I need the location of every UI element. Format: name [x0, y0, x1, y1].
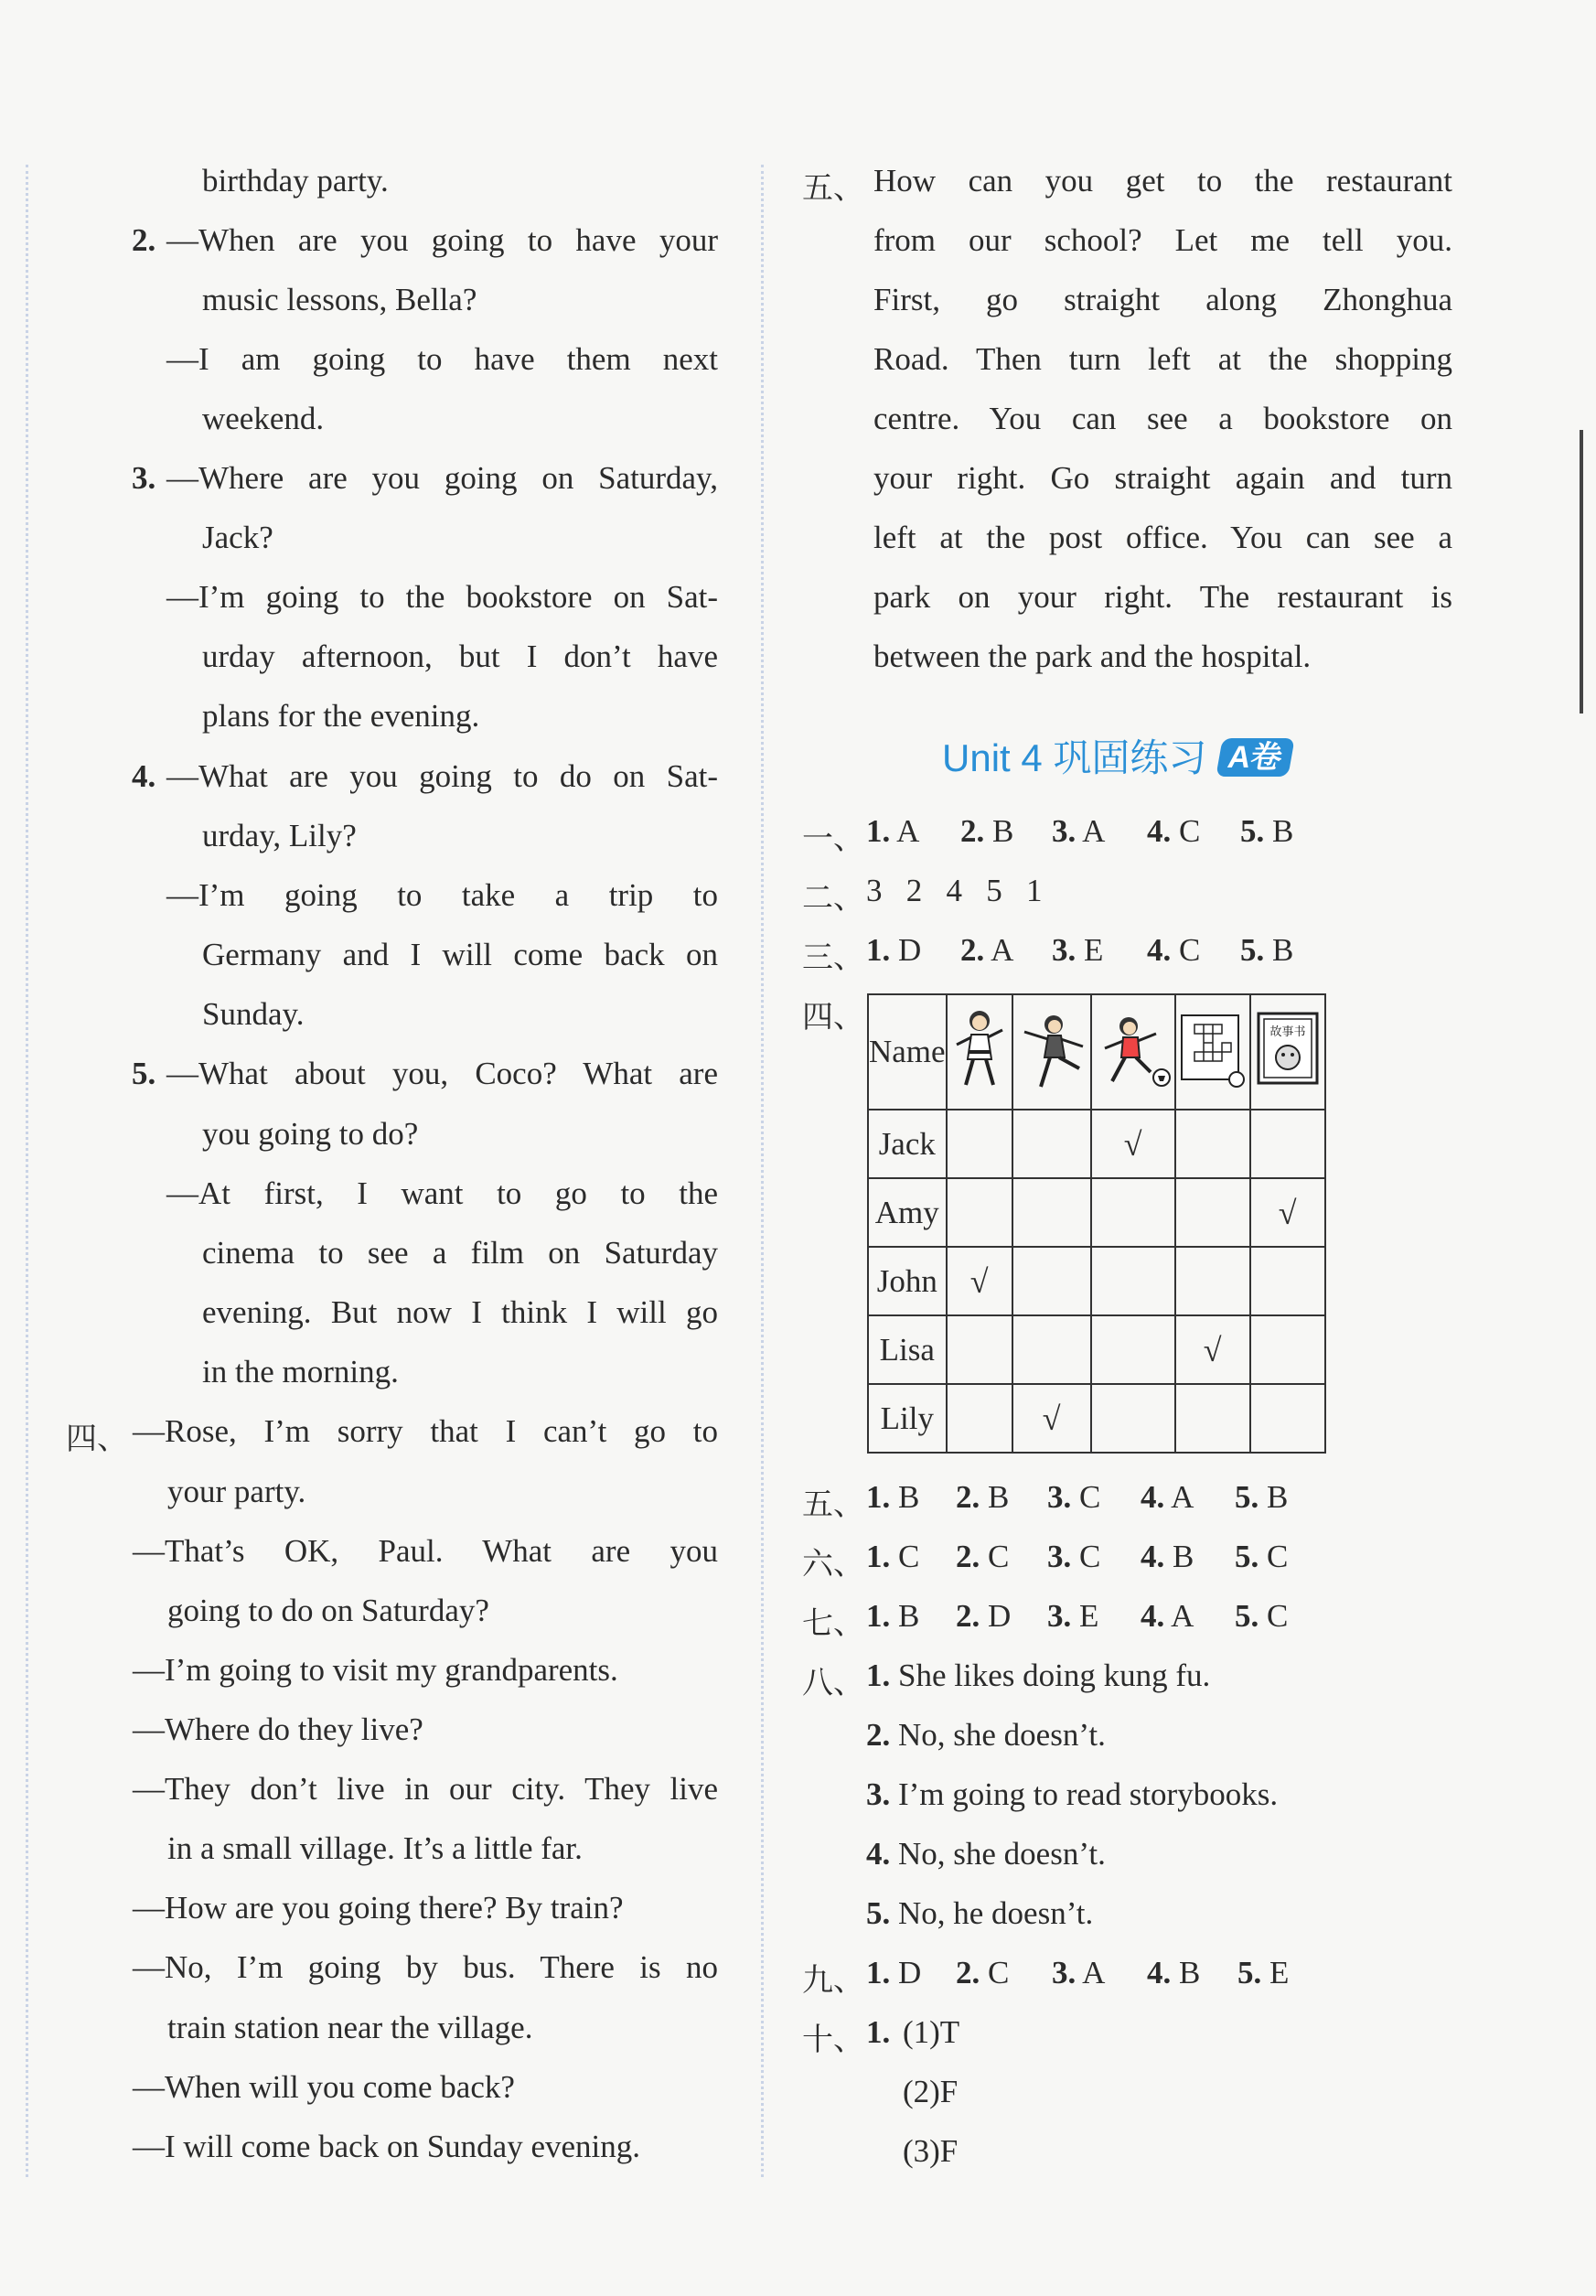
ans-6-item-2: 2. C — [956, 1539, 1010, 1574]
left-margin-dots — [26, 165, 28, 2177]
ans-8-2: 2. No, she doesn’t. — [866, 1717, 1106, 1753]
s4-line-10: —No, I’m going by bus. There is no — [133, 1949, 718, 1985]
storybook-icon — [1250, 994, 1325, 1110]
football-icon — [1091, 994, 1175, 1110]
ans-3-item-5: 5. B — [1240, 932, 1294, 968]
ans-6-label: 六、 — [802, 1546, 864, 1583]
table-row — [868, 1247, 1325, 1315]
s5-line-6: your right. Go straight again and turn — [873, 460, 1452, 496]
ans-1-item-5: 5. B — [1240, 813, 1294, 849]
ans-8-3: 3. I’m going to read storybooks. — [866, 1776, 1279, 1812]
s4-line-1: —Rose, I’m sorry that I can’t go to — [133, 1413, 718, 1449]
ans-10-1-1: (1)T — [903, 2014, 960, 2050]
a-paper-badge: A卷 — [1216, 738, 1295, 777]
ans-7-label: 七、 — [802, 1605, 864, 1642]
tick-mark: √ — [1091, 1110, 1175, 1178]
q2-number: 2. — [132, 222, 156, 258]
ans-9-label: 九、 — [802, 1962, 864, 1999]
s5-line-8: park on your right. The restaurant is — [873, 579, 1452, 615]
ans-5-item-3: 3. C — [1047, 1479, 1101, 1515]
table-row — [868, 1315, 1325, 1384]
table-row — [868, 1178, 1325, 1247]
ans-1-item-4: 4. C — [1147, 813, 1201, 849]
row-name-john: John — [868, 1247, 947, 1315]
q2-line-2: music lessons, Bella? — [202, 282, 477, 317]
q5-line-3: —At first, I want to go to the — [166, 1175, 718, 1211]
q2-line-4: weekend. — [202, 401, 325, 436]
s4-line-2: your party. — [167, 1474, 306, 1509]
s4-line-8: in a small village. It’s a little far. — [167, 1830, 583, 1866]
row-name-lily: Lily — [868, 1384, 947, 1453]
s5-line-5: centre. You can see a bookstore on — [873, 401, 1452, 436]
storybook-label: 故事书 — [1269, 1025, 1306, 1039]
q5-line-5: evening. But now I think I will go — [202, 1294, 718, 1330]
q4-line-3: —I’m going to take a trip to — [166, 877, 718, 913]
q4-line-4: Germany and I will come back on — [202, 937, 718, 972]
ans-9-item-3: 3. A — [1052, 1955, 1106, 1990]
ans-7-item-2: 2. D — [956, 1598, 1012, 1634]
unit-title-text: Unit 4 巩固练习 — [942, 736, 1207, 779]
s5-line-2: from our school? Let me tell you. — [873, 222, 1452, 258]
s5-line-4: Road. Then turn left at the shopping — [873, 341, 1452, 377]
ans-1-item-2: 2. B — [960, 813, 1014, 849]
s4-line-7: —They don’t live in our city. They live — [133, 1771, 718, 1807]
ans-6-item-5: 5. C — [1235, 1539, 1289, 1574]
ans-10-1: 1. — [866, 2014, 891, 2050]
s5-line-7: left at the post office. You can see a — [873, 520, 1452, 555]
ans-5-item-2: 2. B — [956, 1479, 1010, 1515]
s5-line-1: How can you get to the restaurant — [873, 163, 1452, 198]
q2-line-1: —When are you going to have your — [166, 222, 718, 258]
ans-8-label: 八、 — [802, 1665, 864, 1701]
q3-line-2: Jack? — [202, 520, 273, 555]
activity-table — [867, 993, 1326, 1454]
ans-5-item-1: 1. B — [866, 1479, 920, 1515]
table-row — [868, 1110, 1325, 1178]
ans-8-5: 5. No, he doesn’t. — [866, 1895, 1094, 1931]
ans-10-1-2: (2)F — [903, 2074, 959, 2109]
ans-6-item-4: 4. B — [1141, 1539, 1194, 1574]
section-5-label: 五、 — [802, 170, 864, 207]
s4-line-9: —How are you going there? By train? — [133, 1890, 624, 1926]
ans-7-item-3: 3. E — [1047, 1598, 1099, 1634]
s4-line-5: —I’m going to visit my grandparents. — [133, 1652, 618, 1688]
q5-line-2: you going to do? — [202, 1116, 419, 1152]
tick-mark: √ — [1175, 1315, 1250, 1384]
table-section-label: 四、 — [802, 999, 864, 1035]
tick-mark: √ — [1250, 1178, 1325, 1247]
q3-line-5: plans for the evening. — [202, 698, 480, 734]
q4-number: 4. — [132, 758, 156, 794]
q5-line-6: in the morning. — [202, 1354, 399, 1389]
center-divider-dots — [761, 165, 764, 2177]
ans-8-4: 4. No, she doesn’t. — [866, 1836, 1106, 1872]
q5-line-1: —What about you, Coco? What are — [166, 1056, 718, 1091]
ans-8-1: 1. She likes doing kung fu. — [866, 1658, 1211, 1693]
ans-7-item-1: 1. B — [866, 1598, 920, 1634]
ans-2-order: 3 2 4 5 1 — [866, 873, 1043, 908]
page-edge-mark — [1580, 430, 1583, 713]
ans-3-item-3: 3. E — [1052, 932, 1104, 968]
q3-number: 3. — [132, 460, 156, 496]
q3-line-1: —Where are you going on Saturday, — [166, 460, 718, 496]
ans-3-item-1: 1. D — [866, 932, 922, 968]
q3-line-4: urday afternoon, but I don’t have — [202, 638, 718, 674]
q5-line-4: cinema to see a film on Saturday — [202, 1235, 718, 1271]
q4-line-2: urday, Lily? — [202, 818, 357, 853]
row-name-amy: Amy — [868, 1178, 947, 1247]
tick-mark: √ — [1012, 1384, 1091, 1453]
ans-9-item-1: 1. D — [866, 1955, 922, 1990]
s4-line-6: —Where do they live? — [133, 1711, 423, 1747]
ans-1-item-3: 3. A — [1052, 813, 1106, 849]
q5-number: 5. — [132, 1056, 156, 1091]
s4-line-11: train station near the village. — [167, 2010, 533, 2045]
q3-line-3: —I’m going to the bookstore on Sat- — [166, 579, 718, 615]
ans-3-item-4: 4. C — [1147, 932, 1201, 968]
ans-9-item-4: 4. B — [1147, 1955, 1201, 1990]
ans-5-item-5: 5. B — [1235, 1479, 1289, 1515]
dancing-icon — [1012, 994, 1091, 1110]
ans-2-label: 二、 — [802, 880, 864, 917]
table-header-name: Name — [868, 994, 947, 1110]
ans-1-label: 一、 — [802, 821, 864, 857]
crossword-puzzle-icon — [1175, 994, 1250, 1110]
s4-line-13: —I will come back on Sunday evening. — [133, 2129, 641, 2164]
s5-line-3: First, go straight along Zhonghua — [873, 282, 1452, 317]
table-row — [868, 1384, 1325, 1453]
tick-mark: √ — [947, 1247, 1012, 1315]
ans-6-item-3: 3. C — [1047, 1539, 1101, 1574]
ans-6-item-1: 1. C — [866, 1539, 920, 1574]
s4-line-4: going to do on Saturday? — [167, 1593, 489, 1628]
row-name-lisa: Lisa — [868, 1315, 947, 1384]
section-4-label: 四、 — [66, 1421, 128, 1457]
kung-fu-icon — [947, 994, 1012, 1110]
ans-10-1-3: (3)F — [903, 2133, 959, 2169]
ans-5-label: 五、 — [802, 1486, 864, 1523]
s4-line-3: —That’s OK, Paul. What are you — [133, 1533, 718, 1569]
ans-3-label: 三、 — [802, 939, 864, 976]
s4-line-12: —When will you come back? — [133, 2069, 515, 2105]
ans-1-item-1: 1. A — [866, 813, 920, 849]
ans-9-item-5: 5. E — [1237, 1955, 1290, 1990]
ans-5-item-4: 4. A — [1141, 1479, 1194, 1515]
row-name-jack: Jack — [868, 1110, 947, 1178]
carry-line: birthday party. — [202, 163, 389, 198]
q2-line-3: —I am going to have them next — [166, 341, 718, 377]
ans-9-item-2: 2. C — [956, 1955, 1010, 1990]
s5-line-9: between the park and the hospital. — [873, 638, 1312, 674]
q4-line-5: Sunday. — [202, 996, 305, 1032]
ans-3-item-2: 2. A — [960, 932, 1014, 968]
q4-line-1: —What are you going to do on Sat- — [166, 758, 718, 794]
ans-7-item-4: 4. A — [1141, 1598, 1194, 1634]
ans-7-item-5: 5. C — [1235, 1598, 1289, 1634]
ans-10-label: 十、 — [802, 2022, 864, 2058]
unit-4-title — [942, 728, 1291, 783]
